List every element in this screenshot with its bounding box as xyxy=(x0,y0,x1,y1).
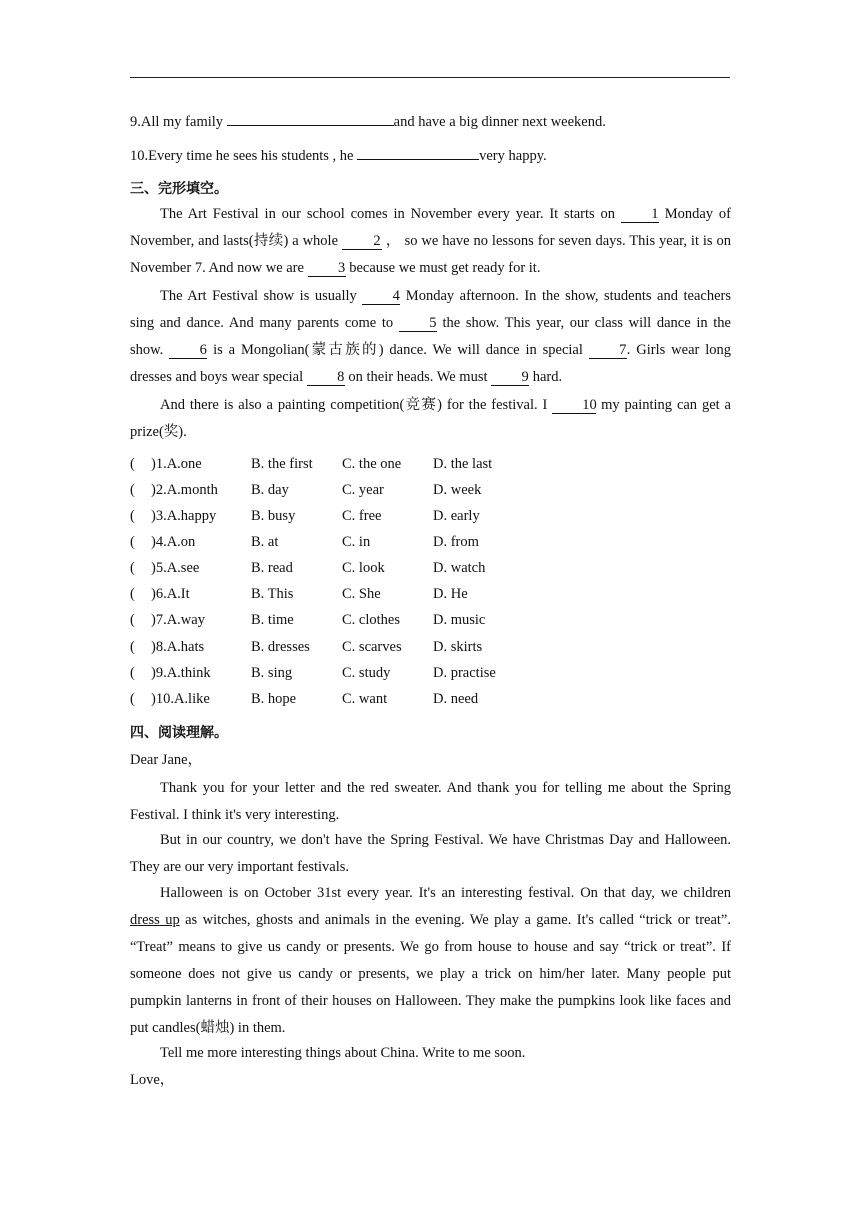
letter-paragraph-2: But in our country, we don't have the Spring Festival. We have Christmas Day and Halloween. They are our very important festivals. xyxy=(130,832,731,875)
answer-paren[interactable]: ( xyxy=(130,691,135,707)
question-10-suffix: very happy. xyxy=(479,148,547,164)
answer-paren[interactable]: ( xyxy=(130,560,135,576)
answer-paren[interactable]: ( xyxy=(130,482,135,498)
question-9 xyxy=(130,113,606,131)
question-10-text: 10.Every time he sees his students , he xyxy=(130,148,358,164)
section-4-heading: 四、阅读理解。 xyxy=(130,725,228,741)
section-3-heading: 三、完形填空。 xyxy=(130,181,228,197)
answer-paren[interactable]: ( xyxy=(130,456,135,472)
cloze-blank-6: 6 xyxy=(169,342,207,359)
cloze-blank-4: 4 xyxy=(362,288,400,305)
cloze-blank-5: 5 xyxy=(399,315,437,332)
answer-paren[interactable]: ( xyxy=(130,508,135,524)
letter-paragraph-4: Tell me more interesting things about China. Write to me soon. xyxy=(160,1045,526,1061)
answer-paren[interactable]: ( xyxy=(130,665,135,681)
letter-paragraph-1: Thank you for your letter and the red sweater. And thank you for telling me about the Spring Festival. I think it's very interesting. xyxy=(130,780,731,823)
answer-blank-9[interactable] xyxy=(227,125,394,126)
answer-paren[interactable]: ( xyxy=(130,586,135,602)
cloze-blank-9: 9 xyxy=(491,369,529,386)
underlined-phrase: dress up xyxy=(130,912,180,928)
cloze-blank-8: 8 xyxy=(307,369,345,386)
cloze-blank-2: 2 xyxy=(342,233,382,250)
question-9-suffix: and have a big dinner next weekend. xyxy=(393,114,606,130)
cloze-paragraph-2: The Art Festival show is usually 4 Monday afternoon. In the show, students and teachers sing and dance. And many parents come to 5 the show. This year, our class will dance in the show. 6 is a Mongolian(蒙古族的) dance. We will dance in special 7. Girls wear long dresses and boys wear special 8 on their heads. We must 9 hard. xyxy=(130,288,731,385)
cloze-paragraph-1: The Art Festival in our school comes in November every year. It starts on 1 Monday of November, and lasts(持续) a whole 2 ， so we have no lessons for seven days. This year, it is on November 7. And now we are 3 because we must get ready for it. xyxy=(130,206,731,276)
answer-paren[interactable]: ( xyxy=(130,612,135,628)
question-10 xyxy=(130,147,547,165)
cloze-paragraph-3: And there is also a painting competition(竞赛) for the festival. I 10 my painting can get a prize(奖). xyxy=(130,397,731,440)
cloze-blank-7: 7 xyxy=(589,342,627,359)
answer-paren[interactable]: ( xyxy=(130,534,135,550)
question-9-text: 9.All my family xyxy=(130,114,227,130)
worksheet-page: 9.All my family and have a big dinner next weekend. 10.Every time he sees his students , he very happy. 三、完形填空。 The Art Festival in our school comes in November every year. It starts on 1 Monday of November, and lasts(持续) a whole 2 ， so we have no lessons for seven days. This year, it is on November 7. And now we are 3 because we must get ready for it. The Art Festival show is usually 4 Monday afternoon. In the show, students and teachers sing and dance. And many parents come to 5 the show. This year, our class will dance in the show. 6 is a Mongolian(蒙古族的) dance. We will dance in special 7. Girls wear long dresses and boys wear special 8 on their heads. We must 9 hard. And there is also a painting competition(竞赛) for the festival. I 10 my painting can get a prize(奖). ( )1.A.one B. the first C. the one D. the last ( )2.A.month B. day C. year D. week ( )3.A.happy B. busy C. free D. early ( )4.A.on B. at C. in D. from ( )5.A.see B. read C. look D. watch ( )6.A.It B. This C. She D. He ( )7.A.way B. time C. clothes D. music ( )8.A.hats B. dresses C. scarves D. skirts ( )9.A.think B. sing C. study D. practise ( )10.A.like B. hope C. want D. need 四、阅读理解。 Dear Jane， Thank you for your letter and the red sweater. And thank you for telling me about the Spring Festival. I think it's very interesting. But in our country, we don't have the Spring Festival. We have Christmas Day and Halloween. They are our very important festivals. Halloween is on October 31st every year. It's an interesting festival. On that day, we children dress up as witches, ghosts and animals in the evening. We play a game. It's called “trick or treat”. “Treat” means to give us candy or presents. We go from house to house and say “trick or treat”. If someone does not give us candy or presents, we play a trick on him/her later. Many people put pumpkin lanterns in front of their houses on Halloween. They make the pumpkins look like faces and put candles(蜡烛) in them. Tell me more interesting things about China. Write to me soon. Love， xyxy=(0,0,860,1216)
answer-blank-10[interactable] xyxy=(357,159,479,160)
answer-paren[interactable]: ( xyxy=(130,639,135,655)
cloze-blank-1: 1 xyxy=(621,206,659,223)
letter-closing: Love， xyxy=(130,1072,175,1088)
letter-paragraph-3: Halloween is on October 31st every year. It's an interesting festival. On that day, we children dress up as witches, ghosts and animals in the evening. We play a game. It's called “trick or treat”. “Treat” means to give us candy or presents. We go from house to house and say “trick or treat”. If someone does not give us candy or presents, we play a trick on him/her later. Many people put pumpkin lanterns in front of their houses on Halloween. They make the pumpkins look like faces and put candles(蜡烛) in them. xyxy=(130,885,731,1036)
cloze-blank-10: 10 xyxy=(552,397,596,414)
header-divider xyxy=(130,77,730,78)
cloze-blank-3: 3 xyxy=(308,260,346,277)
letter-greeting: Dear Jane， xyxy=(130,752,203,768)
